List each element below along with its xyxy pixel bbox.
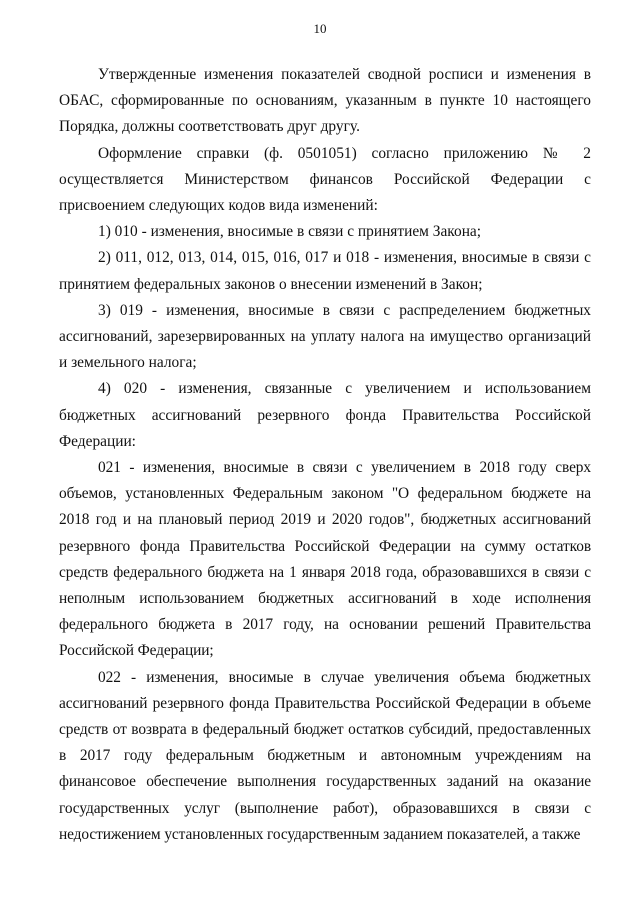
list-item-code-020: 4) 020 - изменения, связанные с увеличением и использованием бюджетных ассигнований резервного фонда Правительства Российской Федерации: xyxy=(59,380,591,450)
list-item-codes-011-018: 2) 011, 012, 013, 014, 015, 016, 017 и 018 - изменения, вносимые в связи с принятием федеральных законов о внесении изменений в Закон; xyxy=(59,249,591,293)
sub-item-code-021: 021 - изменения, вносимые в связи с увеличением в 2018 году сверх объемов, установленных Федеральным законом "О федеральном бюджете на 2018 год и на плановый период 2019 и 2020 годов", бюджетных ассигнований резервного фонда Правительства Российской Федерации на сумму остатков средств федерального бюджета на 1 января 2018 года, образовавшихся в связи с неполным использованием бюджетных ассигнований в ходе исполнения федерального бюджета в 2017 году, на основании решений Правительства Российской Федерации; xyxy=(59,459,591,660)
document-body xyxy=(59,62,591,848)
paragraph-certificate-form: Оформление справки (ф. 0501051) согласно приложению № 2 осуществляется Министерством финансов Российской Федерации с присвоением следующих кодов вида изменений: xyxy=(59,144,591,215)
paragraph-approved-changes: Утвержденные изменения показателей сводной росписи и изменения в ОБАС, сформированные по основаниям, указанным в пункте 10 настоящего Порядка, должны соответствовать друг другу. xyxy=(59,66,591,136)
page-number: 10 xyxy=(313,21,327,36)
list-item-code-019: 3) 019 - изменения, вносимые в связи с распределением бюджетных ассигнований, зарезервированных на уплату налога на имущество организаций и земельного налога; xyxy=(59,301,591,372)
sub-item-code-022: 022 - изменения, вносимые в случае увеличения объема бюджетных ассигнований резервного фонда Правительства Российской Федерации в объеме средств от возврата в федеральный бюджет остатков субсидий, предоставленных в 2017 году федеральным бюджетным и автономным учреждениям на финансовое обеспечение выполнения государственных заданий на оказание государственных услуг (выполнение работ), образовавшихся в связи с недостижением установленных государственным заданием показателей, а также xyxy=(59,668,591,843)
list-item-code-010: 1) 010 - изменения, вносимые в связи с принятием Закона; xyxy=(98,223,482,241)
